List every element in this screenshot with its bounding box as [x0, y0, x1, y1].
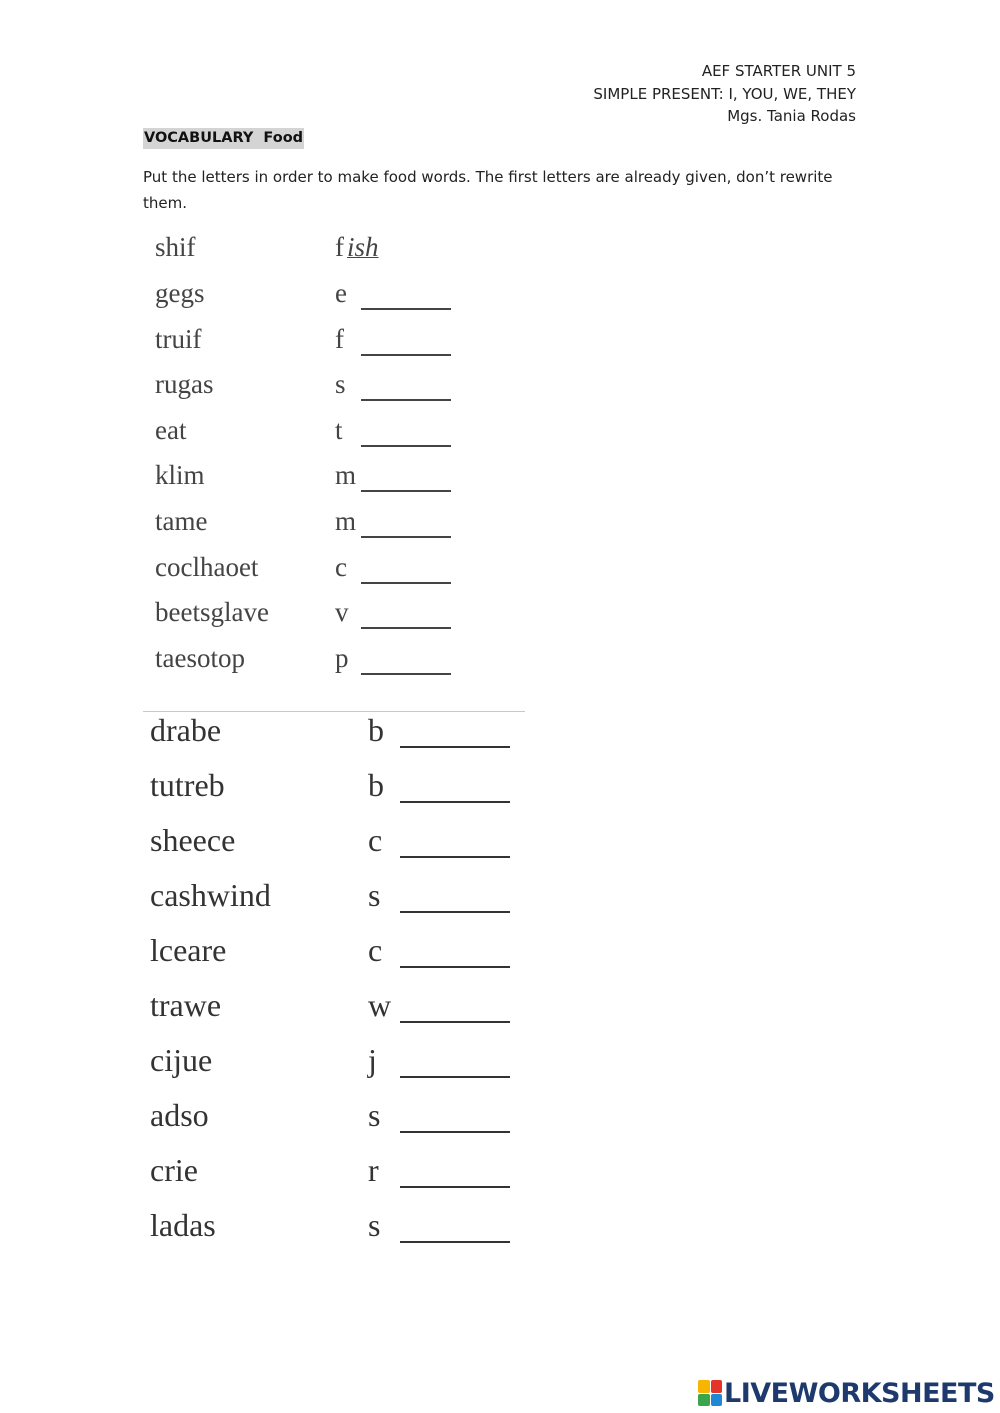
scrambled-word: drabe: [150, 712, 222, 748]
scrambled-word: crie: [150, 1152, 198, 1188]
answer-blank[interactable]: [361, 536, 451, 538]
header-unit: AEF STARTER UNIT 5: [701, 62, 856, 80]
answer-blank[interactable]: [361, 354, 451, 356]
answer-blank[interactable]: [361, 445, 451, 447]
first-letter: s: [335, 369, 346, 400]
first-letter: j: [368, 1042, 377, 1078]
answer-blank[interactable]: [400, 1186, 510, 1188]
first-letter: b: [368, 712, 384, 748]
answer-blank[interactable]: [400, 856, 510, 858]
scrambled-word: sheece: [150, 822, 236, 858]
answer-blank[interactable]: [400, 1131, 510, 1133]
answer-blank[interactable]: [361, 627, 451, 629]
answer-blank[interactable]: [361, 308, 451, 310]
answer-blank[interactable]: [400, 746, 510, 748]
first-letter: c: [368, 932, 383, 968]
first-letter: s: [368, 877, 381, 913]
first-letter: b: [368, 767, 384, 803]
scrambled-word: rugas: [155, 369, 214, 400]
scrambled-word: gegs: [155, 278, 205, 308]
answer-blank[interactable]: [400, 1021, 510, 1023]
document-header: [593, 60, 856, 128]
first-letter: f: [335, 232, 344, 262]
first-letter: s: [368, 1207, 381, 1243]
scrambled-word: trawe: [150, 987, 222, 1023]
answer-blank[interactable]: [361, 399, 451, 401]
scrambled-word: tame: [155, 506, 208, 536]
scrambled-word: shif: [155, 232, 196, 262]
first-letter: e: [335, 278, 347, 308]
answer-blank[interactable]: [361, 673, 451, 675]
scrambled-word: ladas: [150, 1207, 216, 1243]
scrambled-word: truif: [155, 323, 202, 354]
scrambled-word: lceare: [150, 932, 227, 968]
first-letter: p: [335, 642, 349, 673]
liveworksheets-logo-icon: [698, 1380, 722, 1406]
first-letter: c: [335, 551, 347, 582]
brand-name: LIVEWORKSHEETS: [724, 1377, 995, 1409]
first-letter: r: [368, 1152, 379, 1188]
scrambled-word: tutreb: [150, 767, 225, 803]
first-letter: f: [335, 323, 344, 354]
answer-blank[interactable]: [400, 911, 510, 913]
first-letter: v: [335, 597, 349, 628]
scrambled-word: beetsglave: [155, 597, 269, 628]
scrambled-word: klim: [155, 460, 205, 491]
header-author: Mgs. Tania Rodas: [727, 107, 856, 125]
answer-blank[interactable]: [361, 582, 451, 584]
scrambled-word: taesotop: [155, 642, 245, 673]
first-letter: w: [368, 987, 392, 1023]
answer-blank[interactable]: [361, 490, 451, 492]
answer-blank[interactable]: [400, 1241, 510, 1243]
first-letter: m: [335, 506, 357, 536]
scrambled-word: eat: [155, 414, 187, 445]
first-letter: m: [335, 460, 357, 491]
scrambled-word: adso: [150, 1097, 209, 1133]
answer-blank[interactable]: [400, 1076, 510, 1078]
scrambled-word: coclhaoet: [155, 551, 259, 582]
first-letter: t: [335, 414, 343, 445]
section-title: VOCABULARY Food: [143, 128, 304, 149]
scrambled-word: cijue: [150, 1042, 213, 1078]
first-letter: s: [368, 1097, 381, 1133]
answer-blank[interactable]: [400, 966, 510, 968]
scrambled-word: cashwind: [150, 877, 271, 913]
instructions: Put the letters in order to make food words. The first letters are already given, don’t rewrite them.: [143, 168, 833, 212]
first-letter: c: [368, 822, 383, 858]
example-answer: ish: [347, 232, 379, 262]
header-topic: SIMPLE PRESENT: I, YOU, WE, THEY: [593, 84, 856, 103]
brand-footer: [698, 1376, 995, 1410]
answer-blank[interactable]: [400, 801, 510, 803]
